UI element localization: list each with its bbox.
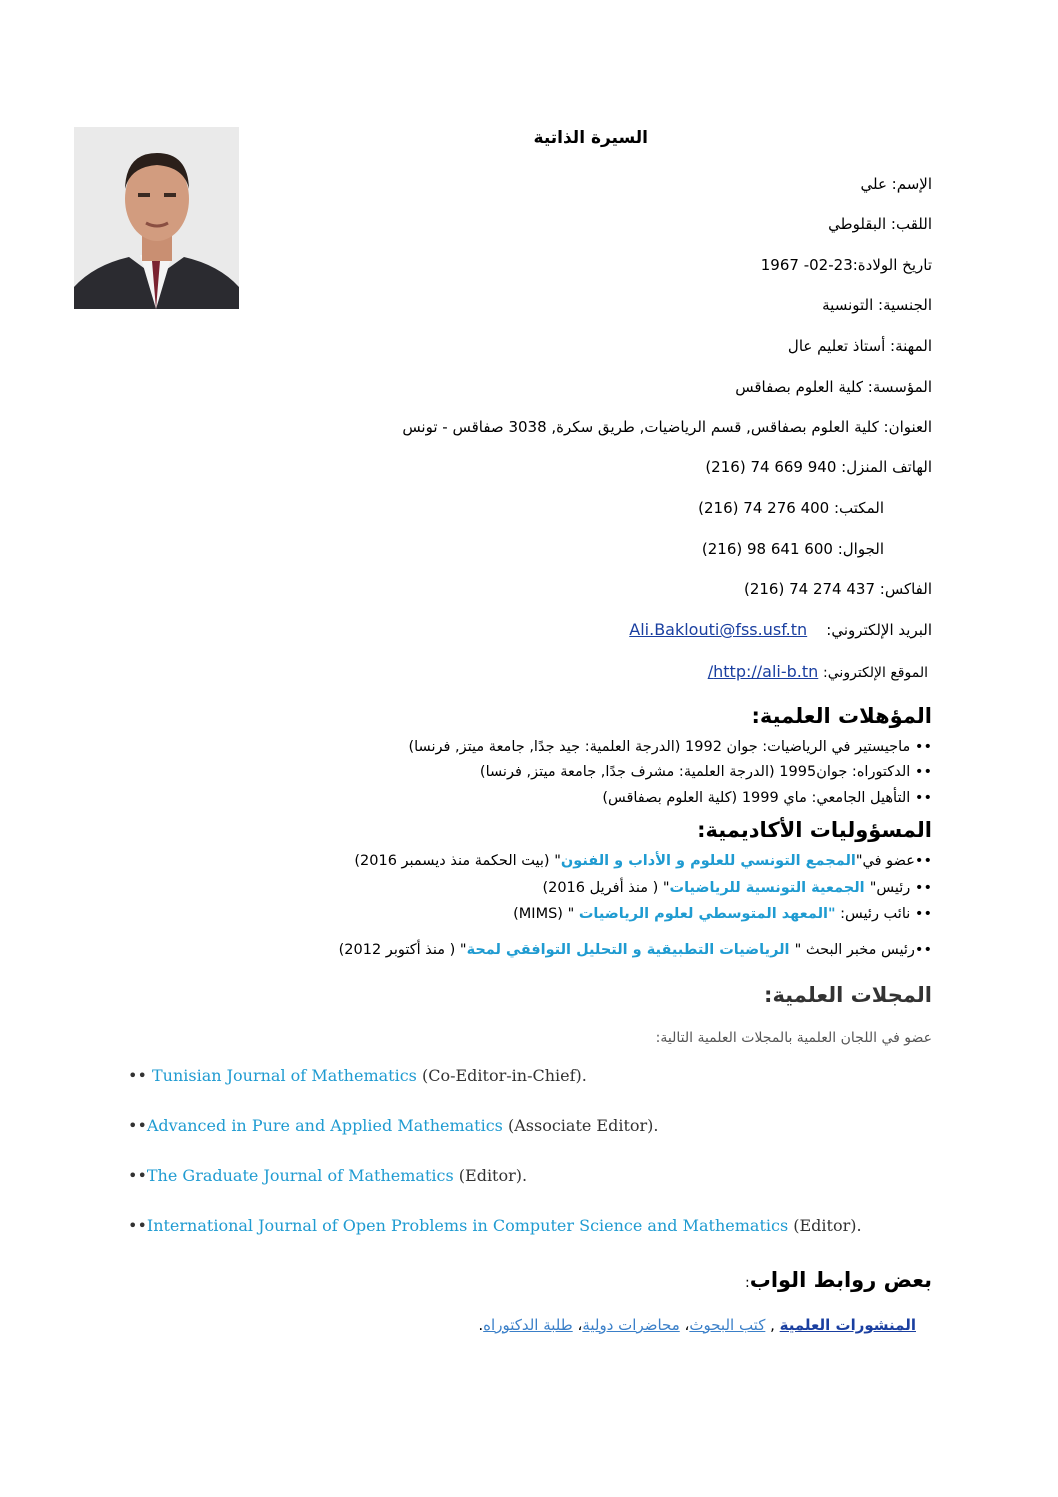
- institution-line: المؤسسة: كلية العلوم بصفاقس: [735, 378, 932, 396]
- journal-link[interactable]: Advanced in Pure and Applied Mathematics: [146, 1116, 503, 1135]
- qualification-item: •• ماجيستير في الرياضيات: جوان 1992 (الدرجة العلمية: جيد جدًا, جامعة ميتز, فرنسا): [408, 739, 932, 755]
- mobile-phone-line: الجوال: 600 641 98 (216): [701, 540, 884, 558]
- research-books-link[interactable]: كتب البحوث: [689, 1316, 766, 1334]
- surname-line: اللقب: البقلوطي: [828, 215, 932, 233]
- journals-intro: عضو في اللجان العلمية بالمجلات العلمية التالية:: [655, 1030, 932, 1046]
- responsibilities-heading: المسؤوليات الأكاديمية:: [697, 818, 932, 842]
- birthdate-line: تاريخ الولادة:23-02- 1967: [760, 256, 932, 274]
- office-phone-line: المكتب: 400 276 74 (216): [698, 499, 884, 517]
- qualification-item: •• الدكتوراه: جوان1995 (الدرجة العلمية: مشرف جدًا, جامعة ميتز, فرنسا): [479, 764, 932, 780]
- journals-heading: المجلات العلمية:: [764, 983, 932, 1007]
- profile-photo: [74, 127, 239, 309]
- email-link[interactable]: Ali.Baklouti@fss.usf.tn: [629, 620, 808, 639]
- website-line: [708, 662, 928, 681]
- weblinks-line: المنشورات العلمية , كتب البحوث، محاضرات دولية، طلبة الدكتوراه.: [478, 1316, 916, 1334]
- qualification-item: •• التأهيل الجامعي: ماي 1999 (كلية العلوم بصفاقس): [602, 790, 932, 806]
- website-label: الموقع الإلكتروني:: [823, 665, 928, 681]
- publications-link[interactable]: المنشورات العلمية: [779, 1316, 916, 1334]
- journal-link[interactable]: International Journal of Open Problems in Computer Science and Mathematics: [146, 1216, 789, 1235]
- cv-title: السيرة الذاتية: [533, 128, 648, 148]
- email-line: [629, 620, 932, 639]
- journal-link[interactable]: Tunisian Journal of Mathematics: [151, 1066, 417, 1085]
- responsibility-item: •• رئيس" الجمعية التونسية للرياضيات" ( منذ أفريل 2016): [542, 880, 932, 896]
- responsibility-item: ••عضو في"المجمع التونسي للعلوم و الأداب و الفنون" (بيت الحكمة منذ ديسمبر 2016): [354, 853, 932, 869]
- journal-item: ••International Journal of Open Problems in Computer Science and Mathematics (Editor).: [128, 1216, 862, 1235]
- qualifications-heading: المؤهلات العلمية:: [751, 704, 932, 728]
- international-talks-link[interactable]: محاضرات دولية: [582, 1316, 680, 1334]
- journal-item: ••The Graduate Journal of Mathematics (Editor).: [128, 1166, 528, 1185]
- phd-students-link[interactable]: طلبة الدكتوراه: [483, 1316, 573, 1334]
- fax-line: الفاكس: 437 274 74 (216): [743, 580, 932, 598]
- nationality-line: الجنسية: التونسية: [822, 296, 932, 314]
- email-label: البريد الإلكتروني:: [826, 621, 932, 639]
- journal-item: ••Advanced in Pure and Applied Mathematics (Associate Editor).: [128, 1116, 659, 1135]
- address-line: العنوان: كلية العلوم بصفاقس, قسم الرياضيات, طريق سكرة, 3038 صفاقس - تونس: [402, 418, 932, 436]
- journal-item: •• Tunisian Journal of Mathematics (Co-Editor-in-Chief).: [128, 1066, 587, 1085]
- journal-link[interactable]: The Graduate Journal of Mathematics: [146, 1166, 454, 1185]
- profession-line: المهنة: أستاذ تعليم عال: [787, 337, 932, 355]
- name-line: الإسم: علي: [860, 175, 932, 193]
- home-phone-line: الهاتف المنزل: 940 669 74 (216): [705, 458, 932, 476]
- responsibility-item: ••رئيس مخبر البحث " الرياضيات التطبيقية و التحليل التوافقي لمحة" ( منذ أكتوبر 2012): [338, 942, 932, 958]
- weblinks-heading: بعض روابط الواب:: [745, 1268, 932, 1292]
- responsibility-item: •• نائب رئيس: "المعهد المتوسطي لعلوم الرياضيات " (MIMS): [513, 906, 932, 922]
- website-link[interactable]: http://ali-b.tn/: [707, 662, 819, 681]
